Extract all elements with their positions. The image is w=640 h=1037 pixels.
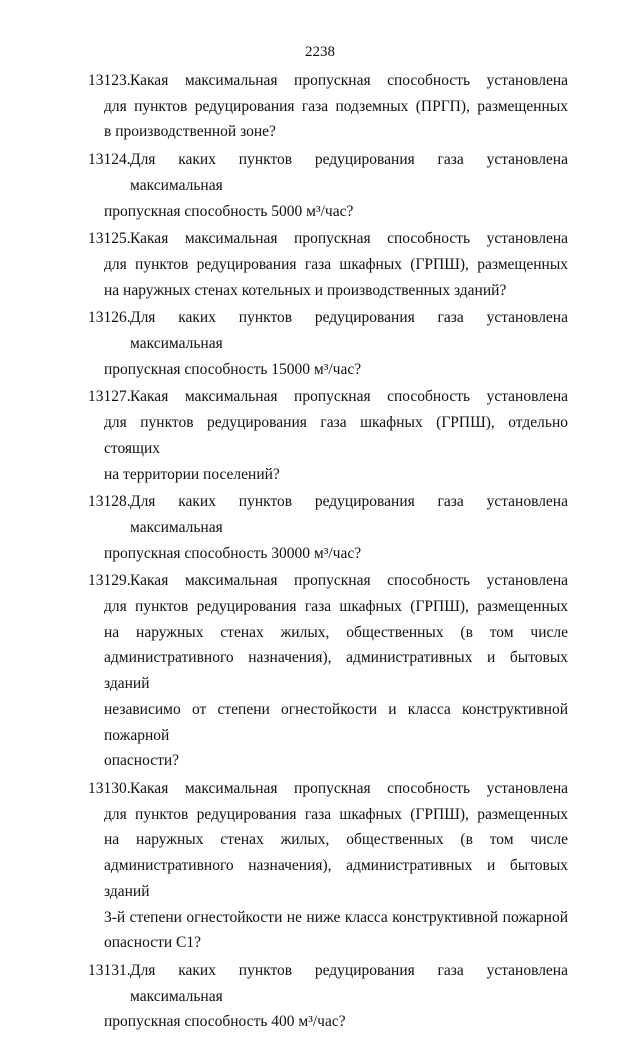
question-number: 13130. — [88, 779, 131, 797]
question-line: Какая максимальная пропускная способность установлена — [130, 72, 568, 89]
question-number: 13131. — [88, 961, 131, 979]
question-item — [88, 776, 568, 956]
question-line: Для каких пунктов редуцирования газа установлена максимальная — [130, 961, 568, 1005]
question-number: 13126. — [88, 309, 131, 327]
question-line: Какая максимальная пропускная способность установлена — [130, 230, 568, 248]
question-item — [88, 384, 568, 487]
question-line: для пунктов редуцирования газа шкафных (ГРПШ), размещенных — [104, 598, 568, 616]
question-item — [88, 305, 568, 382]
question-line: для пунктов редуцирования газа подземных (ПРГП), размещенных — [104, 97, 568, 115]
question-item — [88, 568, 568, 774]
page-number: 2238 — [305, 44, 335, 60]
question-line: на наружных стенах жилых, общественных (в том числе — [104, 831, 568, 849]
question-number: 13124. — [88, 151, 131, 169]
question-line: пропускная способность 30000 м³/час? — [104, 544, 362, 562]
question-line: пропускная способность 5000 м³/час? — [104, 202, 354, 220]
question-number: 13128. — [88, 493, 131, 511]
question-line: Для каких пунктов редуцирования газа установлена максимальная — [130, 493, 568, 536]
question-item — [88, 489, 568, 566]
question-line: Какая максимальная пропускная способность установлена — [130, 779, 568, 797]
question-line: опасности? — [104, 752, 180, 770]
question-item — [88, 958, 568, 1035]
question-line: опасности С1? — [104, 934, 202, 952]
question-line: Для каких пунктов редуцирования газа установлена максимальная — [130, 309, 568, 353]
question-line: для пунктов редуцирования газа шкафных (ГРПШ), размещенных — [104, 805, 568, 823]
question-line: Какая максимальная пропускная способность установлена — [130, 388, 568, 406]
question-list — [88, 68, 568, 1037]
question-line: независимо от степени огнестойкости и класса конструктивной пожарной — [104, 700, 568, 744]
question-number: 13127. — [88, 388, 131, 406]
question-line: на территории поселений? — [104, 465, 280, 483]
question-line: пропускная способность 400 м³/час? — [104, 1013, 346, 1031]
question-line: административного назначения), административных и бытовых зданий — [104, 857, 568, 900]
question-number: 13129. — [88, 572, 131, 590]
question-item — [88, 68, 568, 145]
question-line: Какая максимальная пропускная способность установлена — [130, 572, 568, 590]
question-line: пропускная способность 15000 м³/час? — [104, 360, 362, 378]
question-line: для пунктов редуцирования газа шкафных (ГРПШ), размещенных — [104, 255, 568, 273]
question-item — [88, 226, 568, 303]
question-line: на наружных стенах жилых, общественных (в том числе — [104, 623, 568, 641]
question-line: Для каких пунктов редуцирования газа установлена максимальная — [130, 151, 568, 194]
question-line: в производственной зоне? — [104, 123, 276, 141]
question-number: 13125. — [88, 230, 131, 248]
question-line: на наружных стенах котельных и производственных зданий? — [104, 281, 507, 299]
question-item — [88, 147, 568, 224]
question-line: административного назначения), административных и бытовых зданий — [104, 649, 568, 693]
question-number: 13123. — [88, 72, 131, 89]
question-line: 3-й степени огнестойкости не ниже класса конструктивной пожарной — [104, 908, 568, 926]
question-line: для пунктов редуцирования газа шкафных (ГРПШ), отдельно стоящих — [104, 414, 568, 457]
